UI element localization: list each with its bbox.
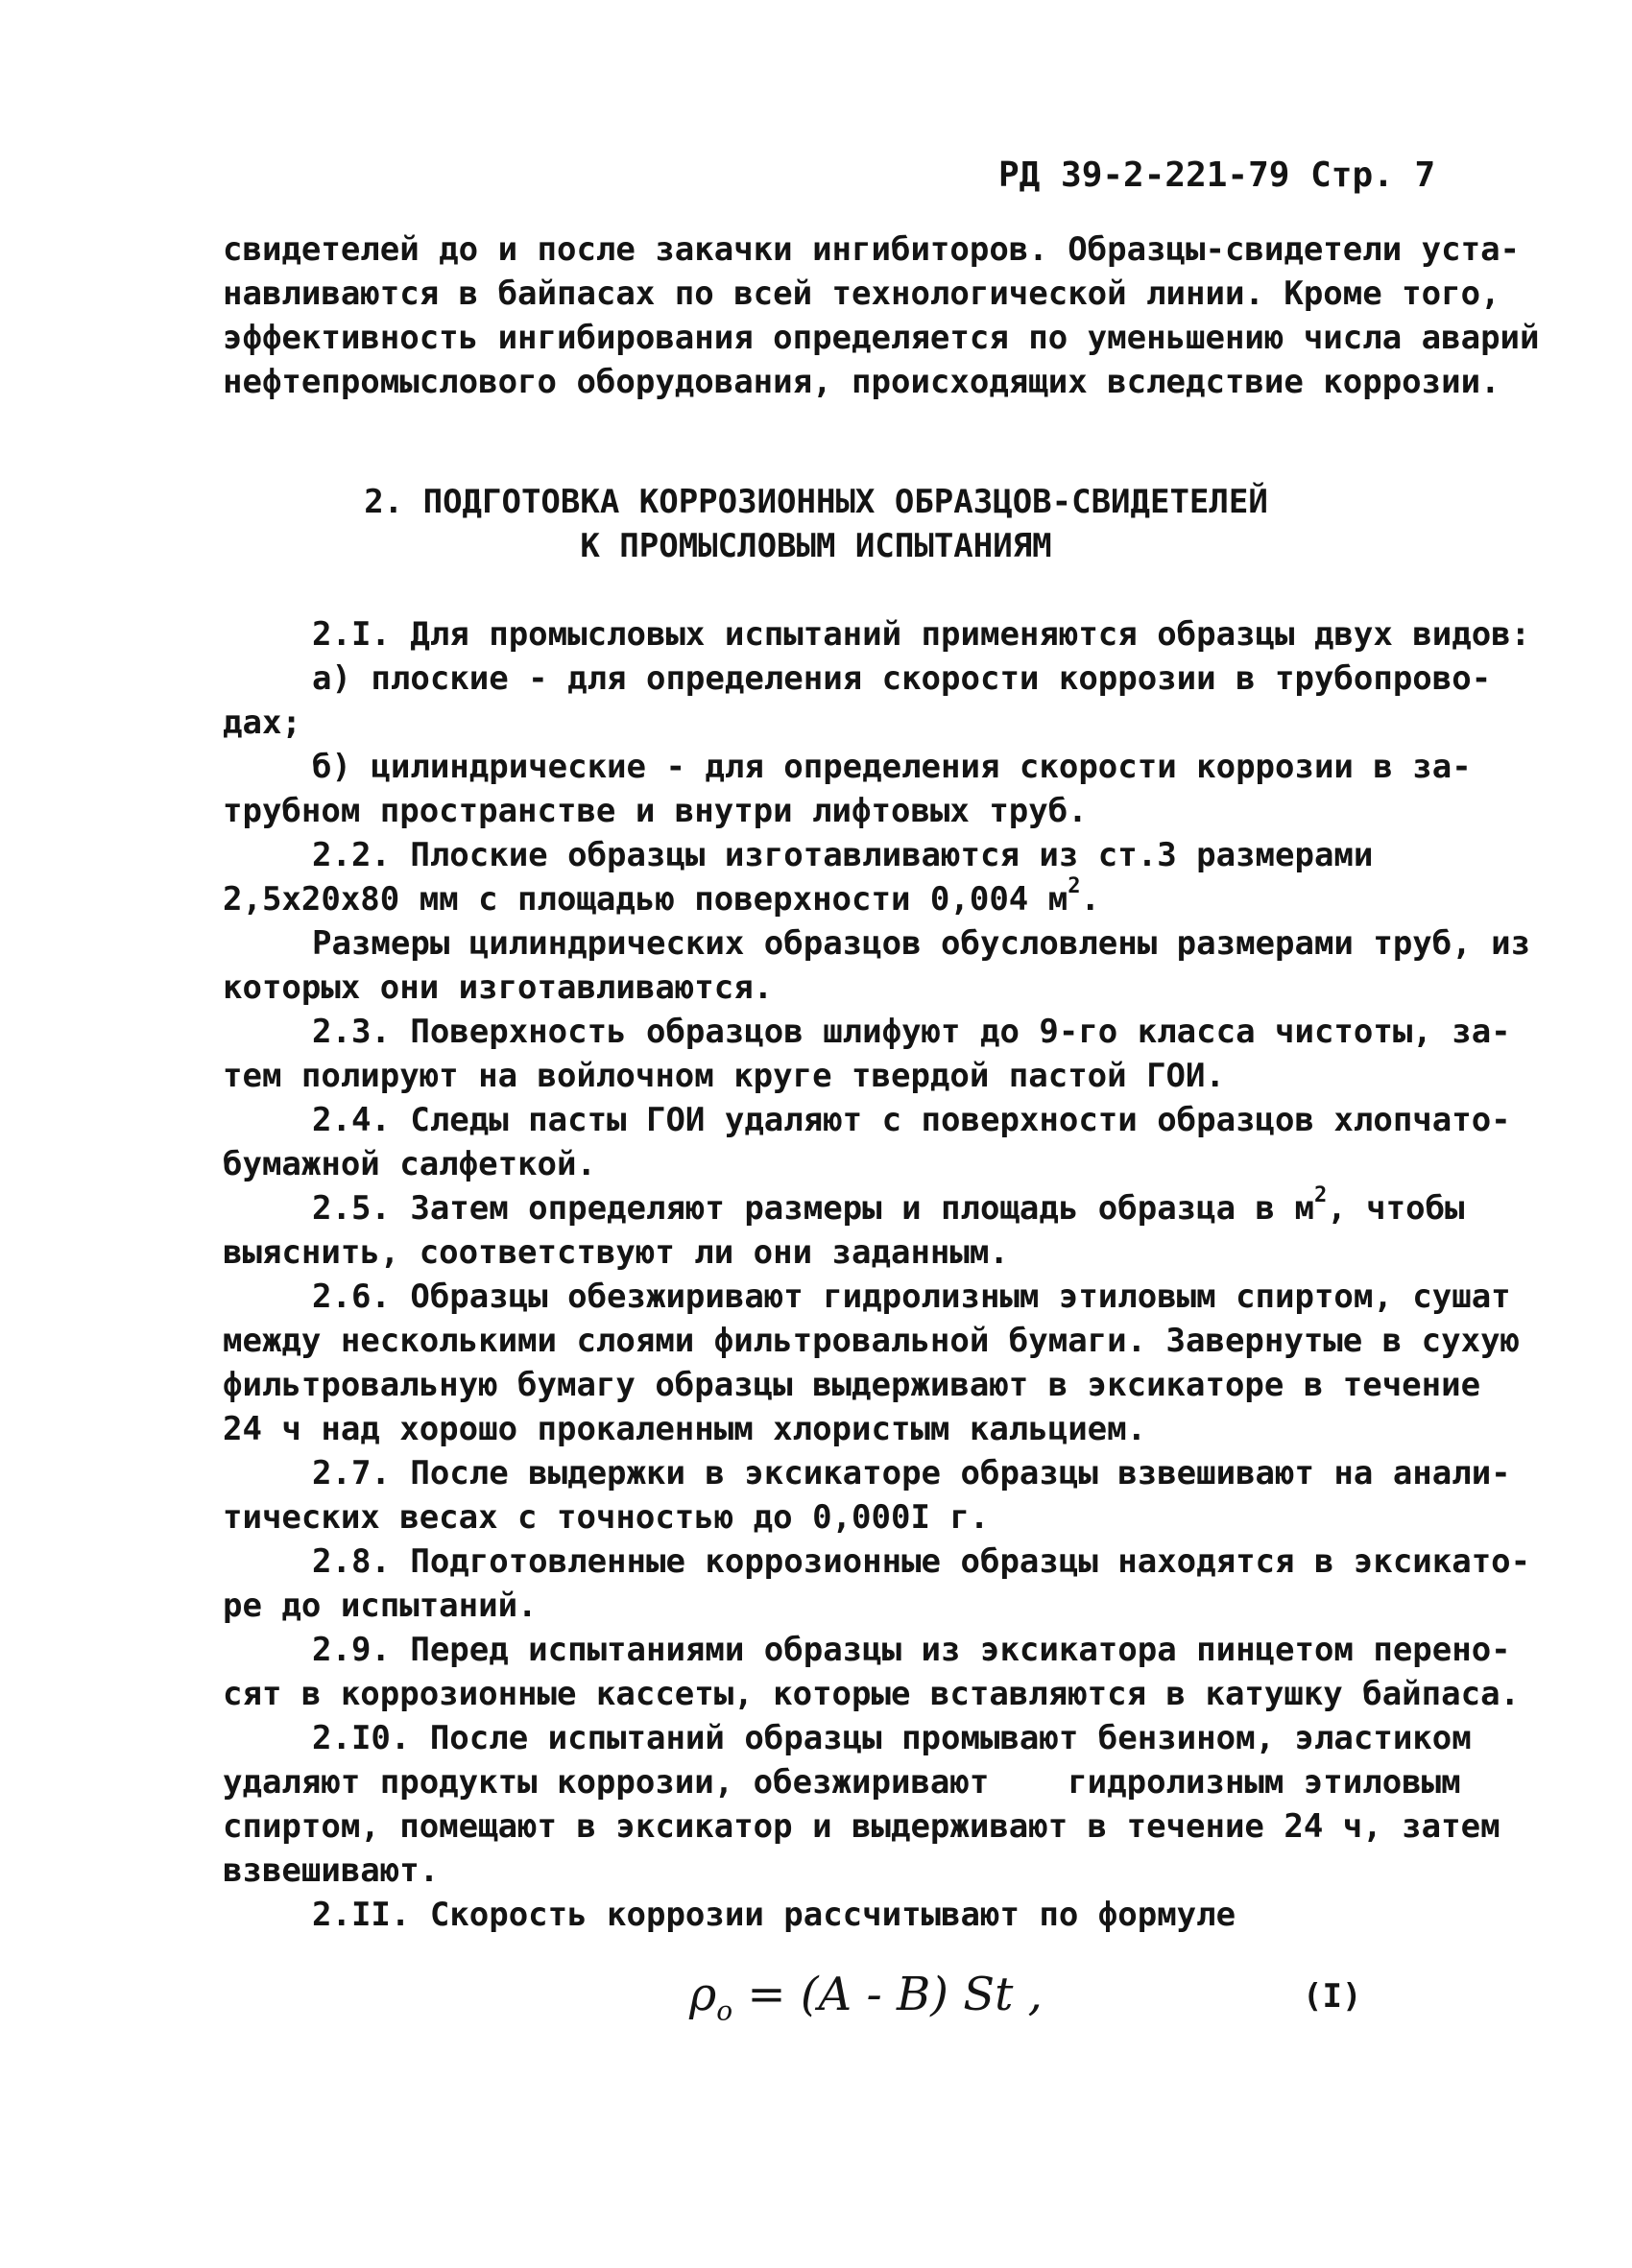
- paragraph-line: Размеры цилиндрических образцов обусловлены размерами труб, из: [312, 924, 1531, 963]
- paragraph-line: удаляют продукты коррозии, обезжиривают гидролизным этиловым: [223, 1763, 1461, 1802]
- paragraph-line: 24 ч над хорошо прокаленным хлористым кальцием.: [223, 1410, 1147, 1448]
- paragraph-line: спиртом, помещают в эксикатор и выдерживают в течение 24 ч, затем: [223, 1807, 1500, 1846]
- text-fragment: 2.5. Затем определяют размеры и площадь образца в м: [312, 1189, 1314, 1228]
- text-fragment: , чтобы: [1327, 1189, 1465, 1228]
- paragraph-line: 2.2. Плоские образцы изготавливаются из ст.3 размерами: [312, 836, 1374, 874]
- text-fragment: .: [1080, 880, 1100, 919]
- paragraph-line: 2.I. Для промысловых испытаний применяются образцы двух видов:: [312, 615, 1531, 654]
- paragraph-line: между несколькими слоями фильтровальной бумаги. Завернутые в сухую: [223, 1322, 1521, 1360]
- paragraph-line: [312, 1183, 1522, 1230]
- intro-line-3: эффективность ингибирования определяется по уменьшению числа аварий: [223, 319, 1540, 357]
- section-title-line-2: К ПРОМЫСЛОВЫМ ИСПЫТАНИЯМ: [580, 527, 1052, 565]
- paragraph-line: бумажной салфеткой.: [223, 1145, 596, 1183]
- paragraph-line: сят в коррозионные кассеты, которые вставляются в катушку байпаса.: [223, 1675, 1521, 1713]
- formula-subscript: o: [716, 1994, 733, 2027]
- paragraph-line: 2.7. После выдержки в эксикаторе образцы взвешивают на анали-: [312, 1454, 1511, 1492]
- paragraph-line: выяснить, соответствуют ли они заданным.: [223, 1233, 1009, 1272]
- text-fragment: 2,5х20х80 мм с площадью поверхности 0,004 м: [223, 880, 1068, 919]
- intro-line-4: нефтепромыслового оборудования, происходящих вследствие коррозии.: [223, 363, 1500, 401]
- paragraph-line: 2.4. Следы пасты ГОИ удаляют с поверхности образцов хлопчато-: [312, 1101, 1511, 1139]
- paragraph-line: 2.I0. После испытаний образцы промывают бензином, эластиком: [312, 1719, 1472, 1757]
- paragraph-line: а) плоские - для определения скорости коррозии в трубопрово-: [312, 659, 1492, 698]
- paragraph-line: б) цилиндрические - для определения скорости коррозии в за-: [312, 748, 1472, 786]
- superscript: 2: [1313, 1183, 1328, 1207]
- intro-line-2: навливаются в байпасах по всей технологической линии. Кроме того,: [223, 275, 1500, 313]
- paragraph-line: взвешивают.: [223, 1851, 440, 1890]
- paragraph-line: фильтровальную бумагу образцы выдерживают в эксикаторе в течение: [223, 1366, 1481, 1404]
- formula-number: (I): [1303, 1977, 1362, 2016]
- page-header: РД 39-2-221-79 Стр. 7: [998, 155, 1436, 195]
- paragraph-line: которых они изготавливаются.: [223, 968, 774, 1007]
- paragraph-line: тем полируют на войлочном круге твердой пастой ГОИ.: [223, 1057, 1225, 1095]
- paragraph-line: тических весах с точностью до 0,000I г.: [223, 1498, 990, 1537]
- paragraph-line: ре до испытаний.: [223, 1587, 538, 1625]
- superscript: 2: [1068, 874, 1081, 898]
- paragraph-line: трубном пространстве и внутри лифтовых труб.: [223, 792, 1088, 830]
- formula: [689, 1968, 1043, 2027]
- section-title-line-1: 2. ПОДГОТОВКА КОРРОЗИОННЫХ ОБРАЗЦОВ-СВИДЕТЕЛЕЙ: [364, 483, 1268, 521]
- formula-rhs: = (A - B) St ,: [732, 1968, 1043, 2021]
- paragraph-line: дах;: [223, 704, 301, 742]
- paragraph-line: 2.II. Скорость коррозии рассчитывают по формуле: [312, 1896, 1236, 1934]
- paragraph-line: [223, 874, 1432, 921]
- formula-lhs: ρ: [689, 1968, 717, 2021]
- intro-line-1: свидетелей до и после закачки ингибиторов. Образцы-свидетели уста-: [223, 230, 1521, 269]
- paragraph-line: 2.3. Поверхность образцов шлифуют до 9-го класса чистоты, за-: [312, 1013, 1511, 1051]
- paragraph-line: 2.6. Образцы обезжиривают гидролизным этиловым спиртом, сушат: [312, 1277, 1511, 1316]
- paragraph-line: 2.9. Перед испытаниями образцы из эксикатора пинцетом перено-: [312, 1631, 1511, 1669]
- paragraph-line: 2.8. Подготовленные коррозионные образцы находятся в эксикато-: [312, 1542, 1531, 1581]
